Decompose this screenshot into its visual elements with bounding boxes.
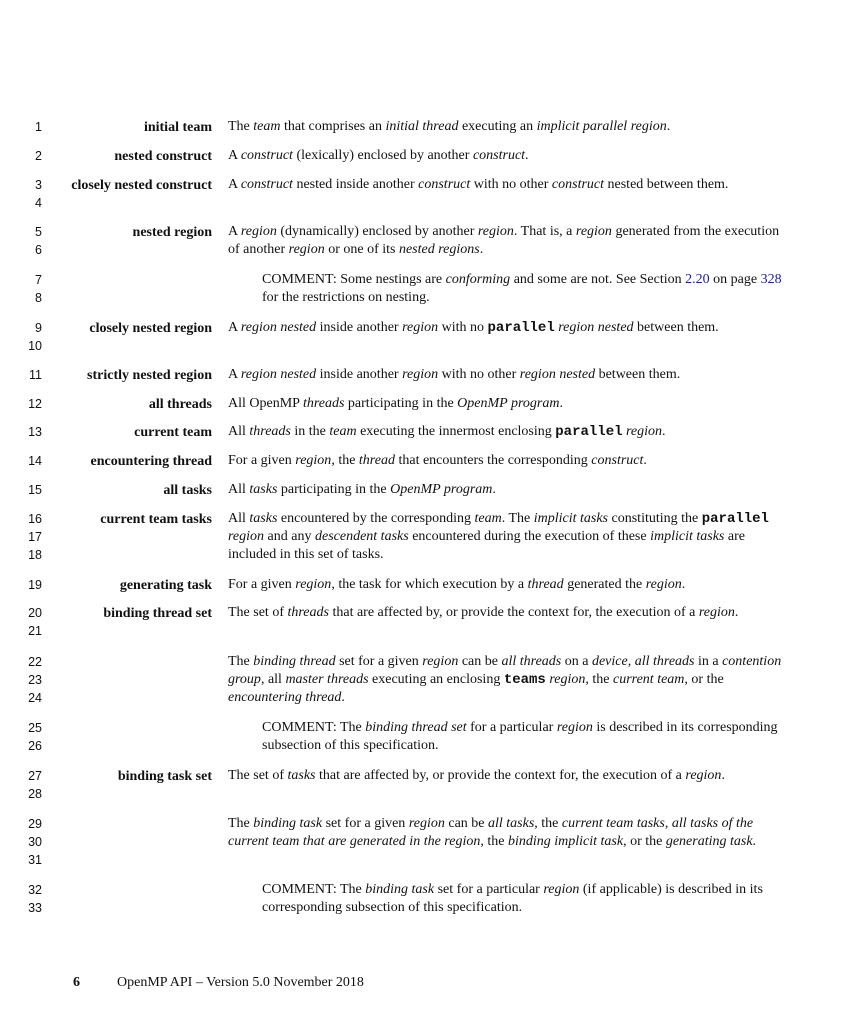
line-number: 20 [28, 606, 42, 620]
term-initial-team: initial team [143, 120, 212, 135]
term-all-tasks: all tasks [163, 483, 212, 498]
term-binding-thread-set: binding thread set [103, 606, 212, 621]
page-number: 6 [73, 975, 80, 990]
definition-current-team: All threads in the team executing the innermost enclosing parallel region. [228, 424, 666, 440]
line-number: 33 [28, 901, 42, 915]
line-number: 13 [28, 425, 42, 439]
definition-all-threads: All OpenMP threads participating in the OpenMP program. [228, 396, 563, 411]
line-number: 14 [28, 454, 42, 468]
paragraph-binding-thread: The binding thread set for a given region can be all threads on a device, all threads in a contention group, all master threads executing an enclosing teams region, the current team, or the encountering thread. [228, 654, 782, 705]
definition-closely-nested-region: A region nested inside another region with no parallel region nested between them. [228, 320, 719, 336]
footer-text: OpenMP API – Version 5.0 November 2018 [117, 975, 364, 990]
term-strictly-nested-region: strictly nested region [87, 368, 212, 383]
comment-binding-thread-set: COMMENT: The binding thread set for a particular region is described in its corresponding subsection of this specification. [262, 720, 778, 753]
line-number: 25 [28, 721, 42, 735]
line-number: 18 [28, 548, 42, 562]
term-encountering-thread: encountering thread [90, 454, 212, 469]
definition-closely-nested-construct: A construct nested inside another construct with no other construct nested between them. [228, 177, 729, 192]
term-current-team-tasks: current team tasks [100, 512, 212, 527]
line-number: 28 [28, 787, 42, 801]
line-number: 7 [35, 273, 42, 287]
page-link[interactable]: 328 [760, 272, 782, 287]
line-number: 5 [35, 225, 42, 239]
term-nested-construct: nested construct [114, 149, 212, 164]
definition-current-team-tasks: All tasks encountered by the corresponding team. The implicit tasks constituting the parallel region and any descendent tasks encountered during the execution of these implicit tasks are included in this set of tasks. [228, 511, 769, 562]
line-number: 29 [28, 817, 42, 831]
line-number: 12 [28, 397, 42, 411]
definition-all-tasks: All tasks participating in the OpenMP program. [228, 482, 496, 497]
line-number: 24 [28, 691, 42, 705]
definition-nested-region: A region (dynamically) enclosed by another region. That is, a region generated from the execution of another region or one of its nested regions. [228, 224, 780, 257]
section-link[interactable]: 2.20 [685, 272, 710, 287]
definition-strictly-nested-region: A region nested inside another region with no other region nested between them. [228, 367, 681, 382]
line-number: 32 [28, 883, 42, 897]
line-number: 6 [35, 243, 42, 257]
term-all-threads: all threads [148, 397, 212, 412]
line-number: 23 [28, 673, 42, 687]
paragraph-binding-task: The binding task set for a given region can be all tasks, the current team tasks, all tasks of the current team that are generated in the region, the binding implicit task, or the generating task. [228, 816, 757, 849]
definition-binding-thread-set: The set of threads that are affected by, or provide the context for, the execution of a region. [228, 605, 739, 620]
line-number: 9 [35, 321, 42, 335]
line-number: 31 [28, 853, 42, 867]
line-number: 10 [28, 339, 42, 353]
line-number: 8 [35, 291, 42, 305]
term-closely-nested-region: closely nested region [89, 321, 212, 336]
line-number: 2 [35, 149, 42, 163]
comment-nesting: COMMENT: Some nestings are conforming and some are not. See Section 2.20 on page 328 for the restrictions on nesting. [262, 272, 782, 305]
line-number: 1 [35, 120, 42, 134]
line-number: 15 [28, 483, 42, 497]
term-binding-task-set: binding task set [117, 769, 212, 784]
term-generating-task: generating task [119, 578, 212, 593]
term-current-team: current team [134, 425, 212, 440]
definition-binding-task-set: The set of tasks that are affected by, or provide the context for, the execution of a region. [228, 768, 725, 783]
line-number: 16 [28, 512, 42, 526]
line-number: 26 [28, 739, 42, 753]
comment-binding-task-set: COMMENT: The binding task set for a particular region (if applicable) is described in its corresponding subsection of this specification. [262, 882, 763, 915]
line-number: 19 [28, 578, 42, 592]
definition-encountering-thread: For a given region, the thread that encounters the corresponding construct. [228, 453, 647, 468]
line-number: 11 [29, 368, 42, 382]
line-number: 21 [28, 624, 42, 638]
line-number: 17 [28, 530, 42, 544]
definition-generating-task: For a given region, the task for which execution by a thread generated the region. [228, 577, 686, 592]
term-closely-nested-construct: closely nested construct [71, 178, 212, 193]
definition-nested-construct: A construct (lexically) enclosed by another construct. [228, 148, 529, 163]
definition-initial-team: The team that comprises an initial thread executing an implicit parallel region. [228, 119, 671, 134]
line-number: 30 [28, 835, 42, 849]
term-nested-region: nested region [132, 225, 212, 240]
line-number: 27 [28, 769, 42, 783]
line-number: 4 [35, 196, 42, 210]
line-number: 3 [35, 178, 42, 192]
line-number: 22 [28, 655, 42, 669]
